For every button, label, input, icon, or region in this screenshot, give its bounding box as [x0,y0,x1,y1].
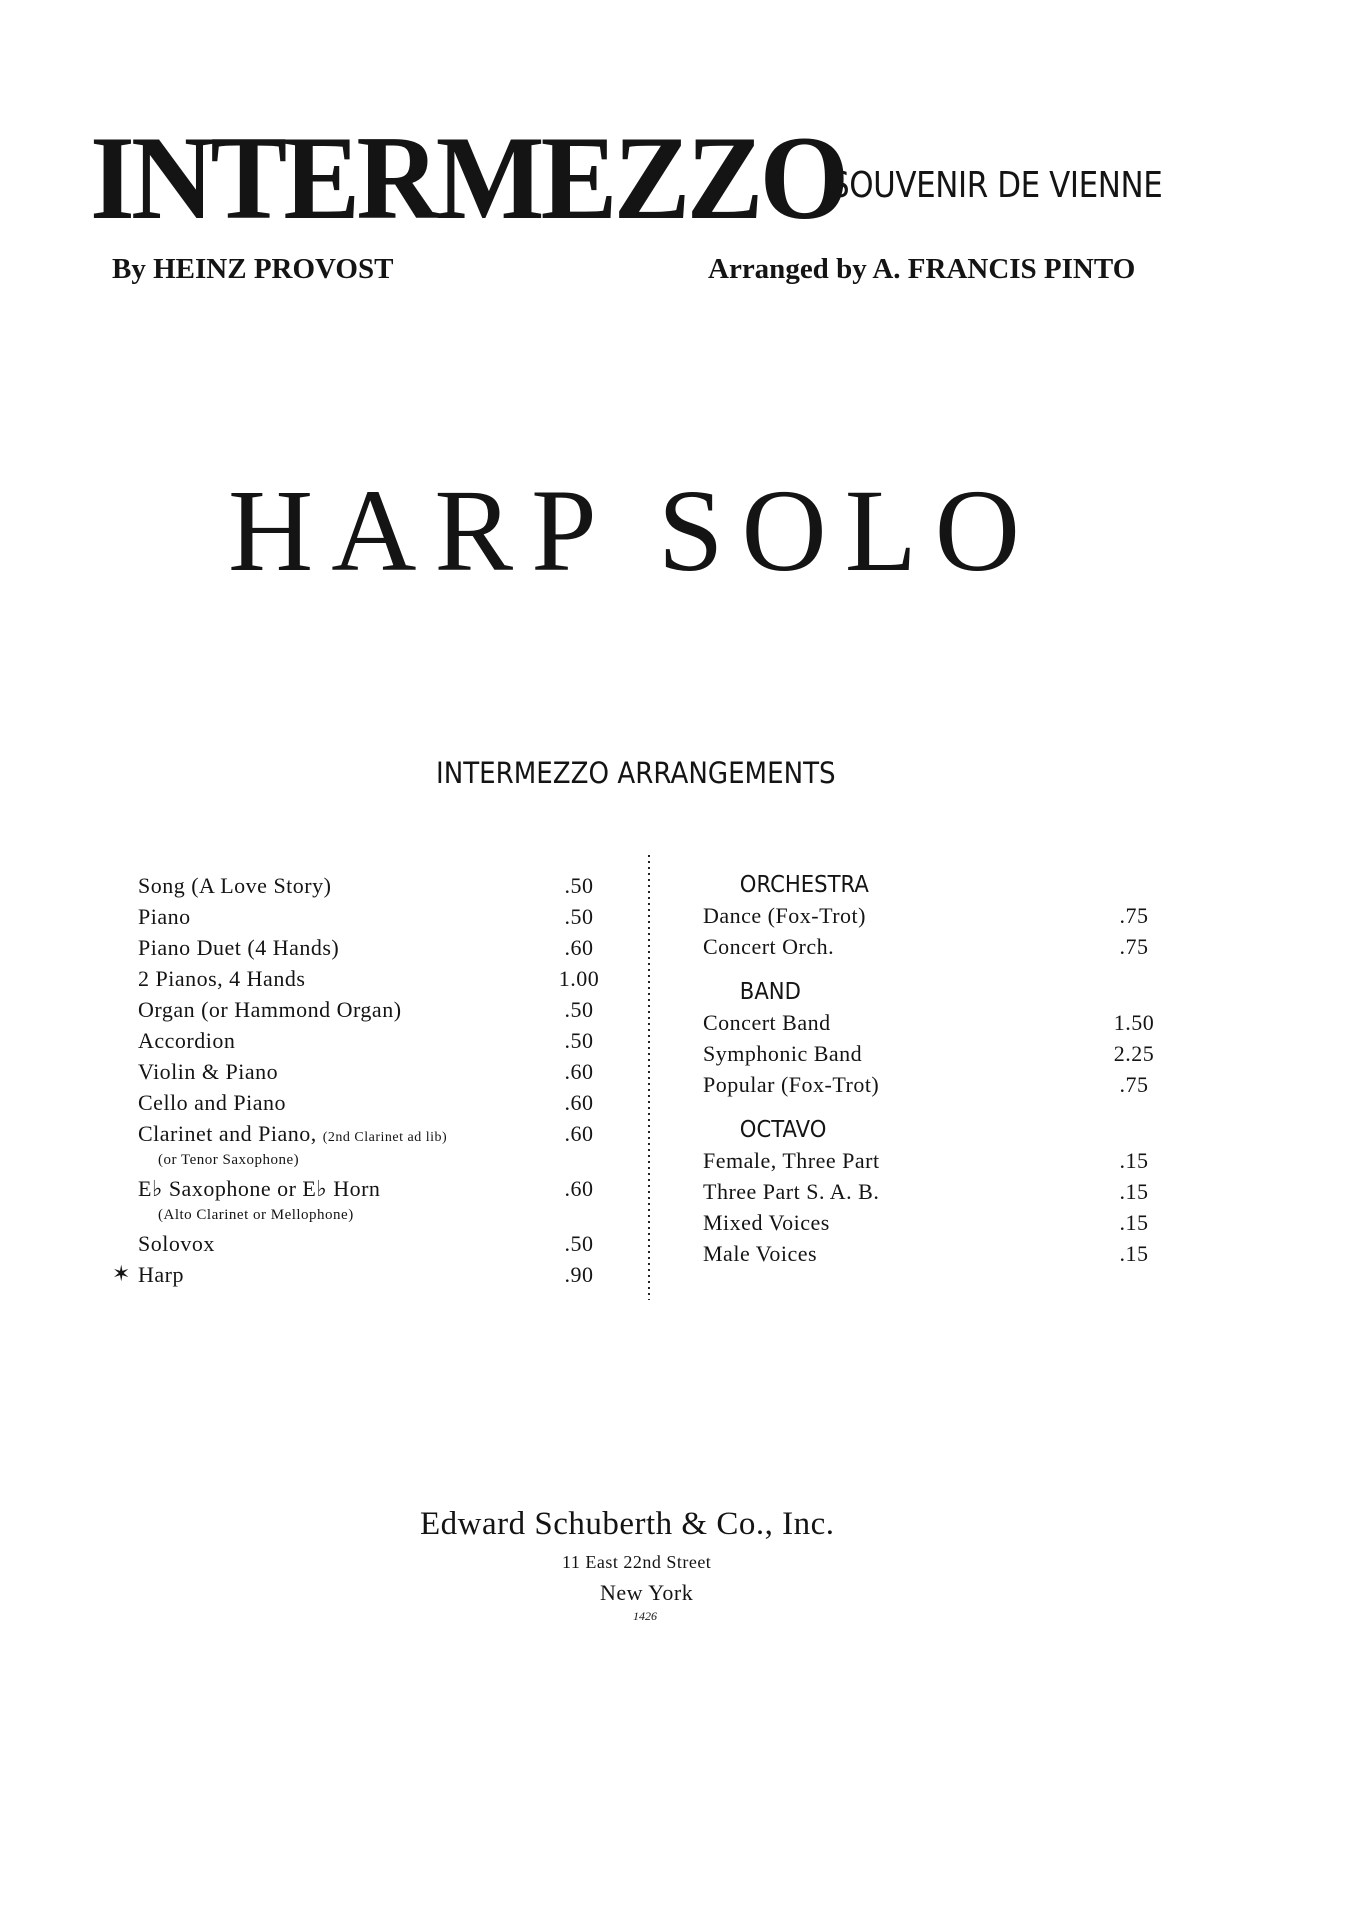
star-marker-icon: ✶ [112,1261,131,1286]
list-item [703,1072,1163,1103]
item-price: .60 [564,1176,594,1201]
list-item [703,903,1163,934]
item-price: .75 [1119,934,1149,959]
list-item [703,1041,1163,1072]
item-price: .15 [1119,1148,1149,1173]
item-price: .75 [1119,903,1149,928]
list-item [138,1231,598,1262]
list-item [138,1176,598,1207]
list-item [703,1241,1163,1272]
section-heading-orchestra: ORCHESTRA [739,872,869,898]
item-price: 1.00 [558,966,600,991]
item-label: Accordion [138,1028,236,1053]
list-item [138,904,598,935]
item-label: Mixed Voices [703,1210,830,1235]
dotted-divider [645,855,653,1300]
list-item-note [138,1207,598,1231]
list-item [703,1148,1163,1179]
item-price: 1.50 [1113,1010,1155,1035]
item-label: Piano Duet (4 Hands) [138,935,340,960]
item-price: .90 [564,1262,594,1287]
item-price: .15 [1119,1179,1149,1204]
item-price: .50 [564,1231,594,1256]
publisher-address: 11 East 22nd Street [562,1552,712,1572]
item-label-note: (2nd Clarinet ad lib) [322,1130,448,1145]
section-heading-band: BAND [739,979,801,1005]
publisher-name: Edward Schuberth & Co., Inc. [420,1506,835,1542]
list-item [703,1010,1163,1041]
list-item [138,1090,598,1121]
item-label: Female, Three Part [703,1148,880,1173]
list-item [138,1121,598,1152]
item-note: (or Tenor Saxophone) [158,1152,300,1168]
subtitle: SOUVENIR DE VIENNE [830,165,1163,206]
arrangements-heading: INTERMEZZO ARRANGEMENTS [436,756,836,790]
item-label-main: Clarinet and Piano, [138,1121,317,1146]
list-item [703,934,1163,965]
item-price: .60 [564,1090,594,1115]
main-title: INTERMEZZO [90,111,846,244]
list-item [138,1262,598,1293]
list-item [138,1028,598,1059]
item-label: Piano [138,904,191,929]
list-item [138,935,598,966]
item-price: .15 [1119,1210,1149,1235]
item-label: Song (A Love Story) [138,873,332,898]
item-label: Cello and Piano [138,1090,287,1115]
item-label: Organ (or Hammond Organ) [138,997,402,1022]
item-label: Popular (Fox-Trot) [703,1072,880,1097]
item-label: Symphonic Band [703,1041,863,1066]
item-label: Dance (Fox-Trot) [703,903,866,928]
composer-credit: By HEINZ PROVOST [112,253,394,285]
item-label: 2 Pianos, 4 Hands [138,966,306,991]
item-price: .60 [564,1059,594,1084]
item-price: .60 [564,1121,594,1146]
item-label: Concert Orch. [703,934,835,959]
item-note: (Alto Clarinet or Mellophone) [158,1207,354,1223]
item-label: Violin & Piano [138,1059,279,1084]
list-item [138,1059,598,1090]
plate-number: 1426 [633,1609,657,1623]
item-price: .75 [1119,1072,1149,1097]
item-label [138,1121,447,1147]
item-price: .50 [564,904,594,929]
publisher-city: New York [600,1580,694,1605]
list-item [138,873,598,904]
item-price: .15 [1119,1241,1149,1266]
item-price: .50 [564,873,594,898]
list-item [703,1210,1163,1241]
arrangements-left-list [138,873,598,1293]
item-label: Three Part S. A. B. [703,1179,880,1204]
item-label: Harp [138,1262,184,1287]
item-label: E♭ Saxophone or E♭ Horn [138,1176,381,1201]
arrangements-right-list [703,872,1163,1272]
item-price: .60 [564,935,594,960]
section-heading-octavo: OCTAVO [739,1117,827,1143]
item-label: Male Voices [703,1241,818,1266]
item-label: Concert Band [703,1010,831,1035]
list-item [138,966,598,997]
list-item-note [138,1152,598,1176]
solo-title: HARP SOLO [228,465,1039,596]
item-price: 2.25 [1113,1041,1155,1066]
arranger-credit: Arranged by A. FRANCIS PINTO [708,253,1136,285]
item-label: Solovox [138,1231,215,1256]
list-item [138,997,598,1028]
item-price: .50 [564,997,594,1022]
item-price: .50 [564,1028,594,1053]
list-item [703,1179,1163,1210]
